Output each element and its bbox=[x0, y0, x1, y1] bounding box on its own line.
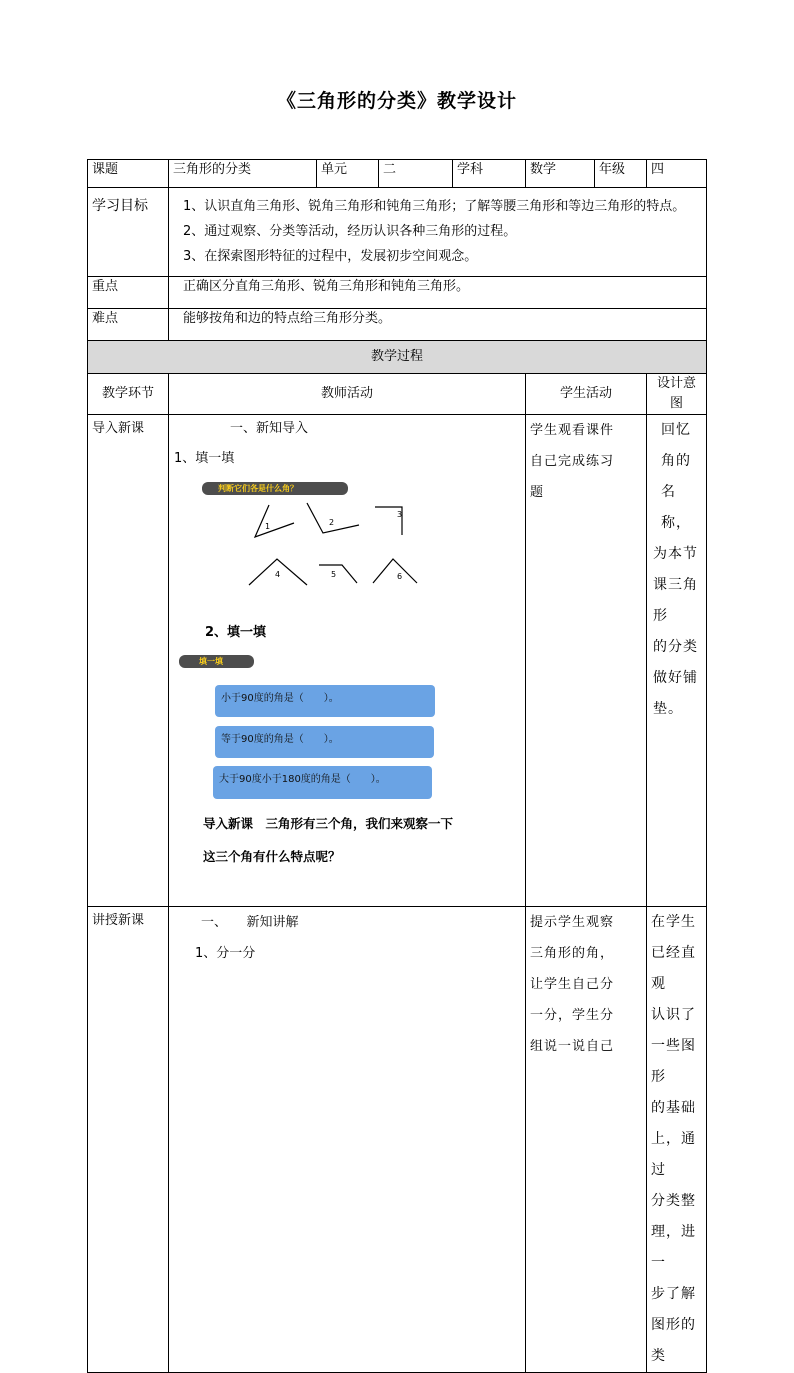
process-heading-row bbox=[88, 341, 707, 374]
stage1-heading: 一、新知导入 bbox=[230, 421, 309, 436]
topic-label: 课题 bbox=[88, 160, 169, 188]
stage1-student-activity bbox=[526, 415, 647, 907]
column-header: 设计意图 bbox=[647, 374, 707, 415]
difficulty-label: 难点 bbox=[88, 309, 169, 341]
subject-label: 学科 bbox=[453, 160, 526, 188]
angle-5-figure bbox=[319, 565, 357, 583]
key-point-row bbox=[88, 277, 707, 309]
design-line: 的基础上，通过 bbox=[651, 1100, 696, 1178]
design-line: 认识了一些图形 bbox=[651, 1007, 696, 1085]
design-line: 分类整理，进一 bbox=[651, 1193, 696, 1271]
angle-question-banner: 判断它们各是什么角？ bbox=[202, 482, 348, 495]
student-line: 自己完成练习 bbox=[530, 454, 615, 469]
unit-value: 二 bbox=[379, 160, 453, 188]
angle-label: 1 bbox=[265, 522, 271, 531]
angle-label: 5 bbox=[331, 570, 337, 579]
objectives-label: 学习目标 bbox=[88, 188, 169, 277]
design-line: 的分类做好铺垫。 bbox=[653, 639, 698, 717]
grade-label: 年级 bbox=[595, 160, 647, 188]
stage2-student-activity bbox=[526, 907, 647, 1373]
objective-item: 2、通过观察、分类等活动，经历认识各种三角形的过程。 bbox=[183, 224, 517, 239]
student-line: 学生观看课件 bbox=[530, 423, 615, 438]
angle-figures bbox=[239, 497, 449, 597]
stage2-heading: 一、 新知讲解 bbox=[201, 915, 299, 930]
angle-label: 6 bbox=[397, 572, 403, 581]
student-line: 让学生自己分 bbox=[530, 977, 615, 992]
process-heading: 教学过程 bbox=[88, 341, 707, 374]
difficulty-value: 能够按角和边的特点给三角形分类。 bbox=[169, 309, 707, 341]
angle-6-figure bbox=[373, 559, 417, 583]
column-header: 学生活动 bbox=[526, 374, 647, 415]
angle-label: 4 bbox=[275, 570, 281, 579]
column-header: 教师活动 bbox=[169, 374, 526, 415]
student-line: 三角形的角， bbox=[530, 946, 615, 961]
angle-1-figure bbox=[255, 505, 294, 537]
stage1-teacher-activity bbox=[169, 415, 526, 907]
stage2-teacher-activity bbox=[169, 907, 526, 1373]
column-header: 教学环节 bbox=[88, 374, 169, 415]
angle-label: 3 bbox=[397, 510, 403, 519]
key-point-value: 正确区分直角三角形、锐角三角形和钝角三角形。 bbox=[169, 277, 707, 309]
stage1-row bbox=[88, 415, 707, 907]
fill-in-box: 小于90度的角是（ ）。 bbox=[215, 685, 435, 717]
stage2-design-intent bbox=[647, 907, 707, 1373]
fill-in-box: 大于90度小于180度的角是（ ）。 bbox=[213, 766, 432, 799]
subject-value: 数学 bbox=[526, 160, 595, 188]
stage1-design-intent bbox=[647, 415, 707, 907]
stage1-item2: 2、填一填 bbox=[205, 625, 267, 640]
objective-item: 1、认识直角三角形、锐角三角形和钝角三角形；了解等腰三角形和等边三角形的特点。 bbox=[183, 199, 686, 214]
stage2-row bbox=[88, 907, 707, 1373]
design-line: 为本节课三角形 bbox=[653, 546, 698, 624]
fill-in-banner: 填一填 bbox=[179, 655, 254, 668]
student-line: 组说一说自己 bbox=[530, 1039, 615, 1054]
fill-in-box: 等于90度的角是（ ）。 bbox=[215, 726, 434, 758]
intro-line: 导入新课 三角形有三个角，我们来观察一下 bbox=[203, 816, 454, 831]
intro-line: 这三个角有什么特点呢？ bbox=[203, 849, 341, 864]
objectives-content bbox=[169, 188, 707, 277]
grade-value: 四 bbox=[647, 160, 707, 188]
design-line: 回忆角的名称， bbox=[661, 422, 691, 531]
objective-item: 3、在探索图形特征的过程中，发展初步空间观念。 bbox=[183, 249, 478, 264]
stage1-name: 导入新课 bbox=[88, 415, 169, 907]
stage1-item1: 1、填一填 bbox=[174, 451, 235, 466]
header-row bbox=[88, 160, 707, 188]
lesson-plan-table bbox=[87, 159, 707, 1373]
design-line: 在学生已经直观 bbox=[651, 914, 696, 992]
document-title: 《三角形的分类》教学设计 bbox=[276, 90, 517, 112]
student-line: 一分，学生分 bbox=[530, 1008, 615, 1023]
student-line: 提示学生观察 bbox=[530, 915, 615, 930]
objectives-row bbox=[88, 188, 707, 277]
key-point-label: 重点 bbox=[88, 277, 169, 309]
design-line: 步了解图形的类 bbox=[651, 1286, 696, 1364]
angle-label: 2 bbox=[329, 518, 335, 527]
column-header-row bbox=[88, 374, 707, 415]
student-line: 题 bbox=[530, 485, 545, 500]
topic-value: 三角形的分类 bbox=[169, 160, 317, 188]
stage2-item1: 1、分一分 bbox=[195, 946, 256, 961]
unit-label: 单元 bbox=[317, 160, 379, 188]
difficulty-row bbox=[88, 309, 707, 341]
stage2-name: 讲授新课 bbox=[88, 907, 169, 1373]
